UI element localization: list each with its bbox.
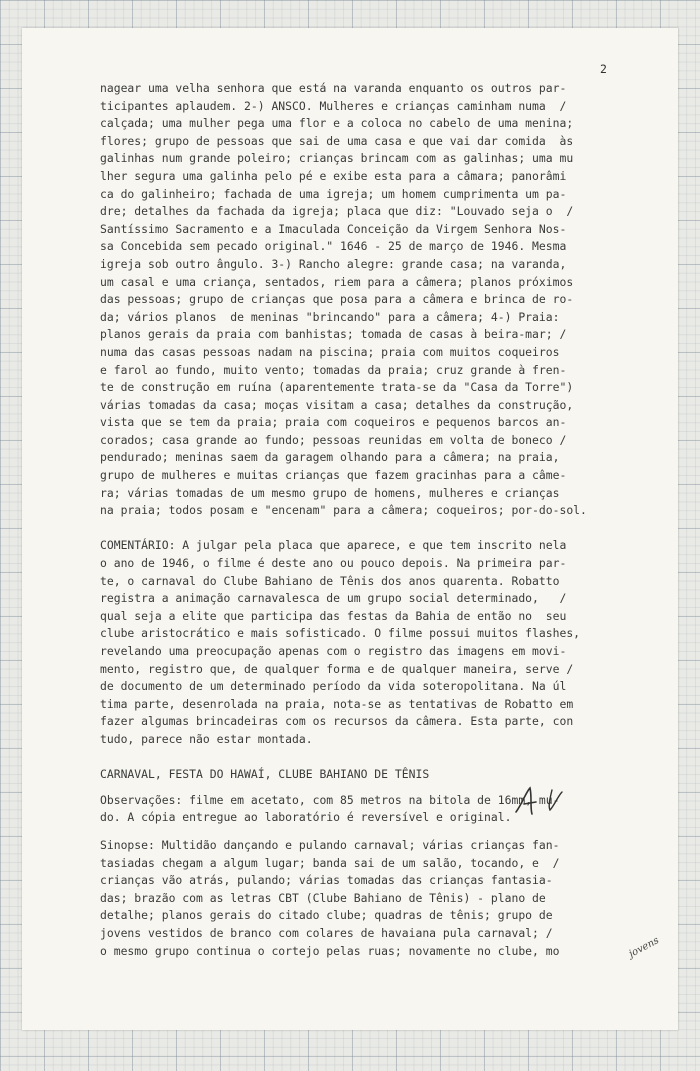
text-line: do. A cópia entregue ao laboratório é reversível e original. [100, 810, 512, 825]
text-line: dre; detalhes da fachada da igreja; placa que diz: "Louvado seja o / [100, 204, 574, 219]
document-body [100, 80, 672, 960]
text-line: vista que se tem da praia; praia com coqueiros e pequenos barcos an- [100, 415, 567, 430]
text-line: detalhe; planos gerais do citado clube; quadras de tênis; grupo de [100, 908, 553, 923]
text-line: e farol ao fundo, muito vento; tomadas da praia; cruz grande à fren- [100, 362, 567, 377]
text-line: te de construção em ruína (aparentemente trata-se da "Casa da Torre") [100, 380, 574, 395]
text-line: sa Concebida sem pecado original." 1646 - 25 de março de 1946. Mesma [100, 239, 567, 254]
text-line: o ano de 1946, o filme é deste ano ou pouco depois. Na primeira par- [100, 556, 567, 571]
text-line: jovens vestidos de branco com colares de havaiana pula carnaval; / [100, 925, 553, 940]
page-number: 2 [600, 62, 607, 76]
text-line: tasiadas chegam a algum lugar; banda sai de um salão, tocando, e / [100, 855, 560, 870]
text-line: flores; grupo de pessoas que sai de uma casa e que vai dar comida às [100, 133, 574, 148]
text-line: ca do galinheiro; fachada de uma igreja; um homem cumprimenta um pa- [100, 186, 567, 201]
section-title: CARNAVAL, FESTA DO HAWAÍ, CLUBE BAHIANO DE TÊNIS [100, 767, 430, 782]
text-line: Santíssimo Sacramento e a Imaculada Conceição da Virgem Senhora Nos- [100, 221, 567, 236]
text-line: da; vários planos de meninas "brincando" para a câmera; 4-) Praia: [100, 309, 560, 324]
paragraph-observacoes [100, 792, 672, 827]
text-line: te, o carnaval do Clube Bahiano de Tênis dos anos quarenta. Robatto [100, 573, 560, 588]
text-line: registra a animação carnavalesca de um grupo social determinado, / [100, 591, 567, 606]
text-line: de documento de um determinado período da vida soteropolitana. Na úl [100, 679, 567, 694]
text-line: na praia; todos posam e "encenam" para a câmera; coqueiros; por-do-sol. [100, 503, 587, 518]
text-line: nagear uma velha senhora que está na varanda enquanto os outros par- [100, 81, 567, 95]
text-line: corados; casa grande ao fundo; pessoas reunidas em volta de boneco / [100, 432, 567, 447]
text-line: crianças vão atrás, pulando; várias tomadas das crianças fantasia- [100, 873, 553, 888]
text-line: Observações: filme em acetato, com 85 metros na bitola de 16mm, mu- [100, 792, 560, 807]
text-line: das; brazão com as letras CBT (Clube Bahiano de Tênis) - plano de [100, 890, 546, 905]
paragraph-comentario [100, 537, 672, 748]
text-line: fazer algumas brincadeiras com os recursos da câmera. Esta parte, con [100, 714, 574, 729]
text-line: o mesmo grupo continua o cortejo pelas ruas; novamente no clube, mo [100, 943, 560, 958]
text-line: COMENTÁRIO: A julgar pela placa que aparece, e que tem inscrito nela [100, 538, 567, 553]
text-line: pendurado; meninas saem da garagem olhando para a câmera; na praia, [100, 450, 560, 465]
paragraph-film-description [100, 80, 672, 520]
text-line: ticipantes aplaudem. 2-) ANSCO. Mulheres e crianças caminham numa / [100, 98, 567, 113]
text-line: planos gerais da praia com banhistas; tomada de casas à beira-mar; / [100, 327, 567, 342]
text-line: tima parte, desenrolada na praia, nota-se as tentativas de Robatto em [100, 696, 574, 711]
text-line: um casal e uma criança, sentados, riem para a câmera; planos próximos [100, 274, 574, 289]
text-line: revelando uma preocupação apenas com o registro das imagens em movi- [100, 644, 567, 658]
text-line: várias tomadas da casa; moças visitam a casa; detalhes da construção, [100, 397, 574, 412]
text-line: tudo, parece não estar montada. [100, 731, 313, 746]
text-line: das pessoas; grupo de crianças que posa para a câmera e brinca de ro- [100, 292, 574, 307]
text-line: galinhas num grande poleiro; crianças brincam com as galinhas; uma mu [100, 151, 574, 166]
handwritten-signature [512, 782, 582, 822]
text-line: grupo de mulheres e muitas crianças que fazem gracinhas para a câme- [100, 468, 567, 483]
text-line: ra; várias tomadas de um mesmo grupo de homens, mulheres e crianças [100, 485, 560, 500]
text-line: numa das casas pessoas nadam na piscina; praia com muitos coqueiros [100, 344, 560, 359]
text-line: mento, registro que, de qualquer forma e de qualquer maneira, serve / [100, 661, 574, 676]
text-line: calçada; uma mulher pega uma flor e a coloca no cabelo de uma menina; [100, 116, 574, 131]
text-line: Sinopse: Multidão dançando e pulando carnaval; várias crianças fan- [100, 837, 560, 852]
text-line: lher segura uma galinha pelo pé e exibe esta para a câmara; panorâmi [100, 168, 567, 183]
text-line: qual seja a elite que participa das festas da Bahia de então no seu [100, 608, 567, 623]
text-line: clube aristocrático e mais sofisticado. O filme possui muitos flashes, [100, 626, 581, 641]
text-line: igreja sob outro ângulo. 3-) Rancho alegre: grande casa; na varanda, [100, 256, 567, 271]
paragraph-sinopse [100, 837, 672, 960]
handwritten-margin-note: jovens [627, 935, 661, 960]
